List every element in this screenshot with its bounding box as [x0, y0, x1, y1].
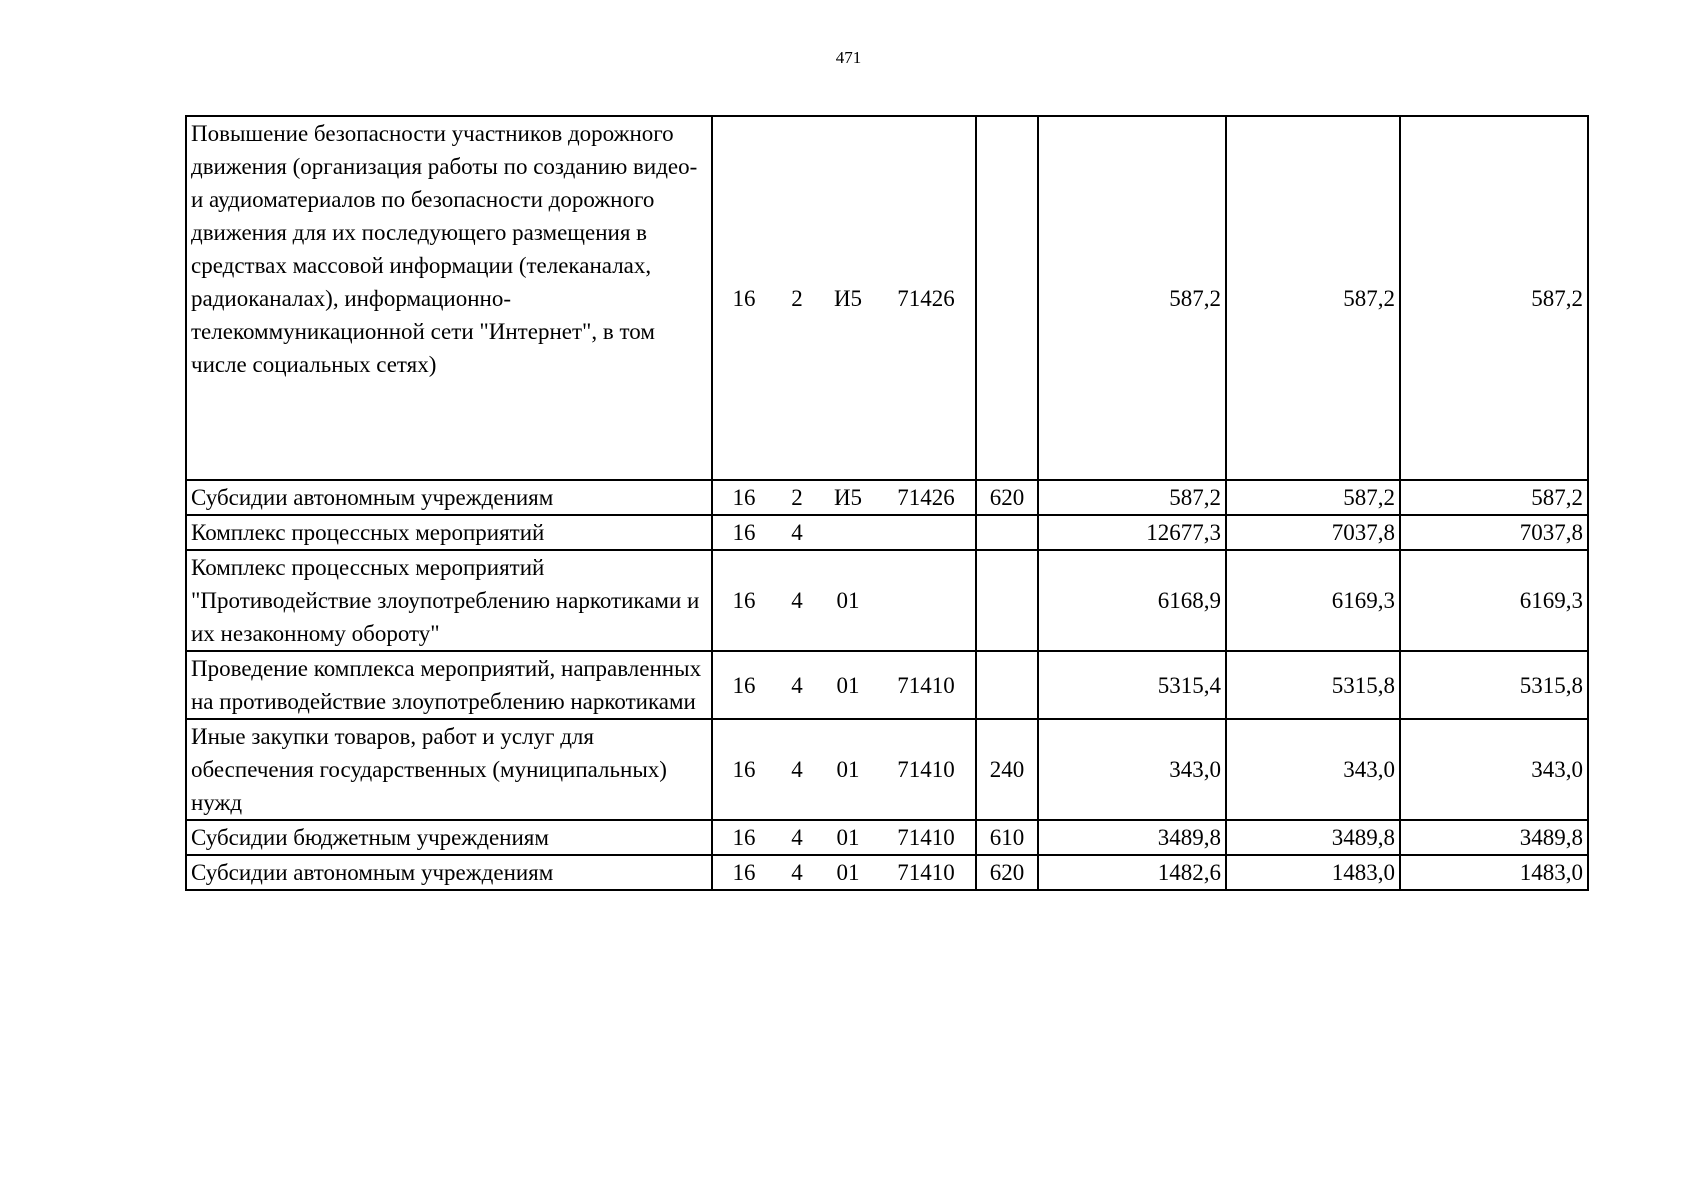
- amount-year-1: 587,2: [1038, 116, 1226, 480]
- amount-year-3: 6169,3: [1400, 550, 1588, 651]
- subprogram-code: 4: [791, 588, 803, 613]
- direction-code: 71410: [897, 757, 955, 782]
- amount-year-2: 3489,8: [1226, 820, 1400, 855]
- table-row: [186, 719, 1588, 820]
- table-row: [186, 116, 1588, 480]
- gp-code: 16: [732, 672, 756, 698]
- expense-type-code: [976, 651, 1038, 719]
- amount-year-3: 587,2: [1400, 116, 1588, 480]
- amount-year-3: 1483,0: [1400, 855, 1588, 890]
- table-row: [186, 855, 1588, 890]
- amount-year-2: 1483,0: [1226, 855, 1400, 890]
- table-row: [186, 820, 1588, 855]
- expense-type-code: 610: [976, 820, 1038, 855]
- amount-year-2: 5315,8: [1226, 651, 1400, 719]
- row-name: Комплекс процессных мероприятий: [186, 515, 712, 550]
- program-code-cell: [712, 719, 976, 820]
- subprogram-code: 2: [791, 485, 803, 510]
- expense-type-code: 620: [976, 480, 1038, 515]
- subprogram-code: 4: [791, 825, 803, 850]
- amount-year-2: 587,2: [1226, 116, 1400, 480]
- amount-year-1: 1482,6: [1038, 855, 1226, 890]
- amount-year-3: 5315,8: [1400, 651, 1588, 719]
- expense-type-code: [976, 116, 1038, 480]
- gp-code: 16: [732, 825, 756, 850]
- amount-year-1: 343,0: [1038, 719, 1226, 820]
- amount-year-1: 6168,9: [1038, 550, 1226, 651]
- subprogram-code: 4: [791, 672, 803, 698]
- table-row: [186, 651, 1588, 719]
- expense-type-code: 620: [976, 855, 1038, 890]
- program-code-cell: [712, 855, 976, 890]
- budget-table: [185, 115, 1589, 891]
- direction-code: 71410: [897, 672, 955, 698]
- row-name: Иные закупки товаров, работ и услуг для обеспечения государственных (муниципальных) нужд: [186, 719, 712, 820]
- row-name: Субсидии автономным учреждениям: [186, 480, 712, 515]
- gp-code: 16: [732, 285, 756, 311]
- table-row: [186, 480, 1588, 515]
- amount-year-2: 6169,3: [1226, 550, 1400, 651]
- subprogram-code: 4: [791, 520, 803, 545]
- expense-type-code: [976, 515, 1038, 550]
- subprogram-code: 2: [791, 285, 803, 311]
- measure-code: И5: [833, 485, 863, 510]
- measure-code: И5: [833, 285, 863, 311]
- gp-code: 16: [732, 520, 756, 545]
- gp-code: 16: [732, 485, 756, 510]
- program-code-cell: [712, 480, 976, 515]
- measure-code: 01: [836, 588, 860, 613]
- row-name: Повышение безопасности участников дорожного движения (организация работы по созданию видео- и аудиоматериалов по безопасности дорожного движения для их последующего размещения в средствах массовой информации (телеканалах, радиоканалах), информационно-телекоммуникационной сети "Интернет", в том числе социальных сетях): [186, 116, 712, 480]
- measure-code: 01: [836, 757, 860, 782]
- table-row: [186, 550, 1588, 651]
- amount-year-3: 7037,8: [1400, 515, 1588, 550]
- program-code-cell: [712, 515, 976, 550]
- gp-code: 16: [732, 588, 756, 613]
- program-code-cell: [712, 820, 976, 855]
- program-code-cell: [712, 116, 976, 480]
- program-code-cell: [712, 651, 976, 719]
- row-name: Субсидии бюджетным учреждениям: [186, 820, 712, 855]
- table-row: [186, 515, 1588, 550]
- direction-code: 71410: [897, 860, 955, 885]
- program-code-cell: [712, 550, 976, 651]
- amount-year-2: 7037,8: [1226, 515, 1400, 550]
- direction-code: 71410: [897, 825, 955, 850]
- row-name: Проведение комплекса мероприятий, направленных на противодействие злоупотреблению наркотиками: [186, 651, 712, 719]
- page-number: 471: [835, 48, 862, 67]
- amount-year-3: 3489,8: [1400, 820, 1588, 855]
- amount-year-1: 12677,3: [1038, 515, 1226, 550]
- expense-type-code: 240: [976, 719, 1038, 820]
- row-name: Комплекс процессных мероприятий "Противодействие злоупотреблению наркотиками и их незаконному обороту": [186, 550, 712, 651]
- gp-code: 16: [732, 757, 756, 782]
- amount-year-1: 5315,4: [1038, 651, 1226, 719]
- subprogram-code: 4: [791, 757, 803, 782]
- amount-year-3: 343,0: [1400, 719, 1588, 820]
- measure-code: 01: [836, 672, 860, 698]
- row-name: Субсидии автономным учреждениям: [186, 855, 712, 890]
- direction-code: 71426: [897, 485, 955, 510]
- measure-code: 01: [836, 860, 860, 885]
- direction-code: 71426: [897, 285, 955, 311]
- amount-year-1: 587,2: [1038, 480, 1226, 515]
- measure-code: 01: [836, 825, 860, 850]
- subprogram-code: 4: [791, 860, 803, 885]
- amount-year-3: 587,2: [1400, 480, 1588, 515]
- gp-code: 16: [732, 860, 756, 885]
- amount-year-2: 343,0: [1226, 719, 1400, 820]
- amount-year-2: 587,2: [1226, 480, 1400, 515]
- expense-type-code: [976, 550, 1038, 651]
- amount-year-1: 3489,8: [1038, 820, 1226, 855]
